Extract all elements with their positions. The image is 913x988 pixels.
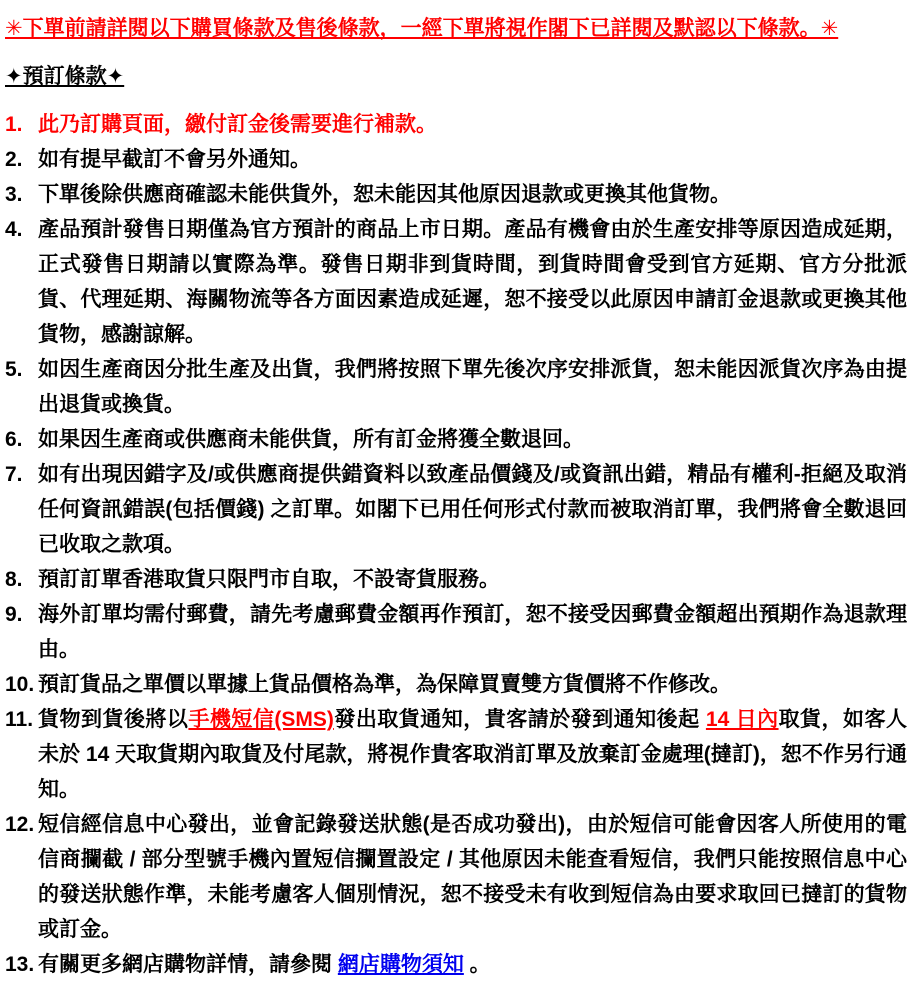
term-item-10 [5, 667, 907, 702]
term-text [38, 702, 907, 807]
term-text [38, 352, 907, 422]
term-item-13 [5, 947, 907, 982]
term-number: 8. [5, 568, 23, 591]
fourteen-days-emphasis: 14 日內 [705, 708, 779, 731]
term-number: 2. [5, 148, 23, 171]
term-number: 3. [5, 183, 23, 206]
section-title-preorder-terms: ✦預訂條款✦ [5, 65, 125, 88]
term-number: 4. [5, 218, 23, 241]
purchase-notice-banner: ✳下單前請詳閱以下購買條款及售後條款，一經下單將視作閣下已詳閱及默認以下條款。✳ [5, 17, 839, 40]
terms-list [5, 107, 907, 982]
text-segment: 下單後除供應商確認未能供貨外，恕未能因其他原因退款或更換其他貨物。 [38, 183, 731, 206]
term-item-6 [5, 422, 907, 457]
text-segment: 短信經信息中心發出，並會記錄發送狀態(是否成功發出)，由於短信可能會因客人所使用的電信商攔截 / 部分型號手機內置短信攔置設定 / 其他原因未能查看短信，我們只能按照信息中心的發送狀態作準，未能考慮客人個別情況，恕不接受未有收到短信為由要求取回已撻訂的貨物或訂金。 [38, 813, 907, 941]
text-segment: 。 [463, 953, 491, 976]
text-segment: 如因生產商因分批生產及出貨，我們將按照下單先後次序安排派貨，恕未能因派貨次序為由提出退貨或換貨。 [38, 358, 907, 416]
text-segment: 海外訂單均需付郵費，請先考慮郵費金額再作預訂，恕不接受因郵費金額超出預期作為退款理由。 [38, 603, 907, 661]
term-number: 11. [5, 708, 34, 731]
term-item-7 [5, 457, 907, 562]
text-segment: 如有提早截訂不會另外通知。 [38, 148, 311, 171]
term-number: 5. [5, 358, 23, 381]
term-item-9 [5, 597, 907, 667]
text-segment: 此乃訂購頁面，繳付訂金後需要進行補款。 [38, 113, 437, 136]
term-text [38, 107, 907, 142]
term-item-11 [5, 702, 907, 807]
term-text [38, 457, 907, 562]
sms-emphasis: 手機短信(SMS) [188, 708, 334, 731]
term-text [38, 807, 907, 947]
term-item-3 [5, 177, 907, 212]
shop-guide-link[interactable]: 網店購物須知 [337, 953, 464, 976]
term-text [38, 597, 907, 667]
term-item-12 [5, 807, 907, 947]
text-segment: 如果因生產商或供應商未能供貨，所有訂金將獲全數退回。 [38, 428, 584, 451]
text-segment: 產品預計發售日期僅為官方預計的商品上市日期。產品有機會由於生產安排等原因造成延期，正式發售日期請以實際為準。發售日期非到貨時間，到貨時間會受到官方延期、官方分批派貨、代理延期、海關物流等各方面因素造成延遲，恕不接受以此原因申請訂金退款或更換其他貨物，感謝諒解。 [38, 218, 907, 346]
text-segment: 有關更多網店購物詳情，請參閱 [38, 953, 338, 976]
term-item-1 [5, 107, 907, 142]
text-segment: 貨物到貨後將以 [38, 708, 189, 731]
term-text [38, 212, 907, 352]
term-text [38, 562, 907, 597]
term-item-2 [5, 142, 907, 177]
term-text [38, 177, 907, 212]
term-text [38, 947, 907, 982]
term-number: 9. [5, 603, 23, 626]
term-number: 7. [5, 463, 23, 486]
text-segment: 取貨，如客人未於 14 天取貨期內取貨及付尾款，將視作貴客取消訂單及放棄訂金處理(撻訂)，恕不作另行通知。 [38, 708, 907, 801]
term-item-8 [5, 562, 907, 597]
term-number: 6. [5, 428, 23, 451]
text-segment: 預訂貨品之單價以單據上貨品價格為準，為保障買賣雙方貨價將不作修改。 [38, 673, 731, 696]
term-number: 12. [5, 813, 35, 836]
term-number: 1. [5, 113, 23, 136]
text-segment: 如有出現因錯字及/或供應商提供錯資料以致產品價錢及/或資訊出錯，精品有權利-拒絕及取消任何資訊錯誤(包括價錢) 之訂單。如閣下已用任何形式付款而被取消訂單，我們將會全數退回已收取之款項。 [38, 463, 907, 556]
term-text [38, 422, 907, 457]
term-item-5 [5, 352, 907, 422]
term-item-4 [5, 212, 907, 352]
text-segment: 發出取貨通知，貴客請於發到通知後起 [333, 708, 706, 731]
term-text [38, 667, 907, 702]
term-number: 10. [5, 673, 35, 696]
term-number: 13. [5, 953, 35, 976]
text-segment: 預訂訂單香港取貨只限門市自取，不設寄貨服務。 [38, 568, 500, 591]
term-text [38, 142, 907, 177]
